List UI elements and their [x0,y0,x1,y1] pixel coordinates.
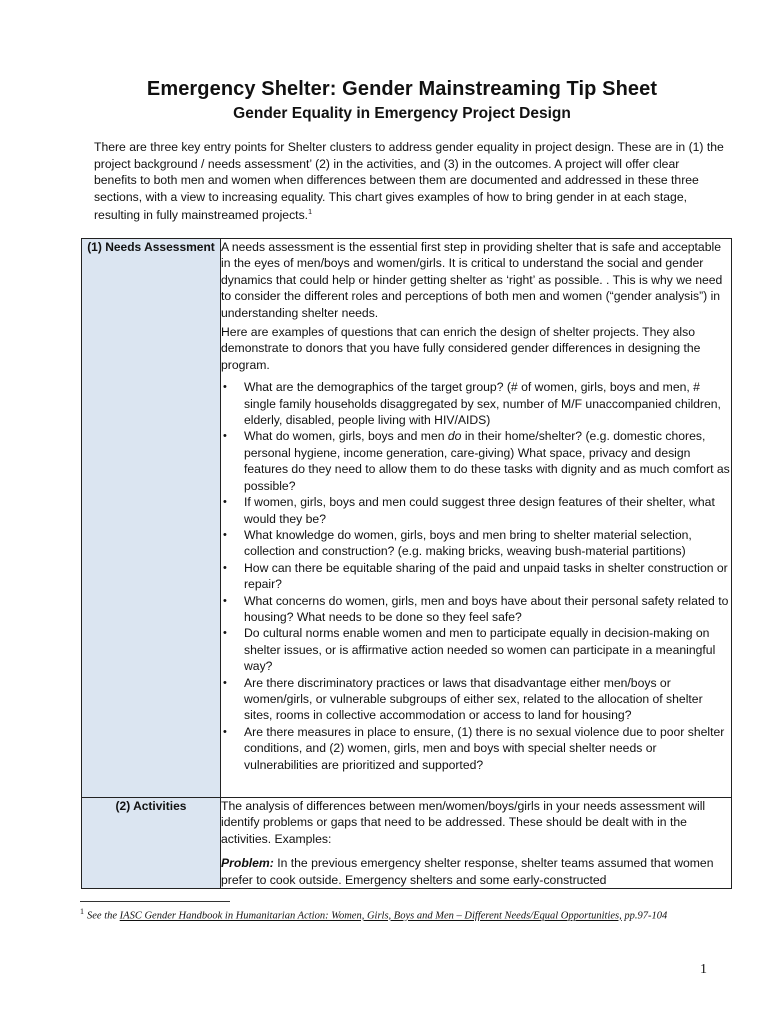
list-item: • What concerns do women, girls, men and boys have about their personal safety related to housing? What needs to be done so they feel safe? [223,593,729,624]
problem-text: In the previous emergency shelter response, shelter teams assumed that women prefer to cook outside. Emergency shelters and some early-constructed [221,856,714,887]
list-item: • What are the demographics of the target group? (# of women, girls, boys and men, # single family households disaggregated by sex, number of M/F unaccompanied children, elderly, disabled, people living with HIV/AIDS) [223,380,721,428]
needs-assessment-label: (1) Needs Assessment [82,239,221,798]
page-subtitle: Gender Equality in Emergency Project Design [233,105,571,122]
footnote [80,905,720,923]
footnote-divider [80,901,230,902]
list-item: • If women, girls, boys and men could suggest three design features of their shelter, what would they be? [223,495,715,526]
list-item: • Are there measures in place to ensure, (1) there is no sexual violence due to poor shelter conditions, and (2) women, girls, men and boys with special shelter needs or vulnerabilities are prioritized and supported? [223,724,725,772]
bullet-icon: • [223,725,227,738]
activities-label: (2) Activities [82,798,221,889]
footnote-reference[interactable]: 1 [308,209,312,216]
bullet-icon: • [223,676,227,689]
page-number: 1 [700,962,707,977]
needs-assessment-paragraph-1: A needs assessment is the essential first step in providing shelter that is safe and acceptable in the eyes of men/boys and women/girls. It is critical to understand the social and gender dynamics that could help or hinder getting shelter as ‘right’ as possible. . This is why we need to consider the different roles and perceptions of both men and women (“gender analysis”) in understanding shelter needs. [221,240,723,320]
list-item: • What knowledge do women, girls, boys and men bring to shelter material selection, collection and construction? (e.g. making bricks, weaving bush-material partitions) [223,527,692,559]
list-item: • Are there discriminatory practices or laws that disadvantage either men/boys or women/girls, or vulnerable subgroups of either sex, related to the allocation of shelter sites, rooms in collective accommodation or access to land for housing? [223,675,703,723]
activities-paragraph: The analysis of differences between men/women/boys/girls in your needs assessment will identify problems or gaps that need to be addressed. These should be dealt with in the activities. Examples: [221,799,706,846]
intro-paragraph [94,139,724,224]
activities-content [221,798,732,889]
table-row [82,239,732,798]
problem-example [221,855,731,888]
list-item: • Do cultural norms enable women and men to participate equally in decision-making on shelter issues, or is affirmative action needed so women can participate in a meaningful way? [223,626,716,674]
tip-sheet-table [81,238,732,889]
bullet-icon: • [223,528,227,541]
bullet-icon: • [223,430,227,443]
intro-text: There are three key entry points for Shelter clusters to address gender equality in project design. These are in (1) the project background / needs assessment’ (2) in the activities, and (3) in the outcomes. A project will offer clear benefits to both men and women when differences between them are documented and addressed in these three sections, with a view to increasing equality. This chart gives examples of how to bring gender in at each stage, resulting in fully mainstreamed projects. [94,140,724,223]
table-row [82,798,732,889]
bullet-icon: • [223,496,227,509]
bullet-icon: • [223,594,227,607]
needs-assessment-content [221,239,732,798]
questions-list [221,379,731,773]
list-item: • How can there be equitable sharing of the paid and unpaid tasks in shelter construction or repair? [223,560,728,592]
page-title: Emergency Shelter: Gender Mainstreaming Tip Sheet [146,78,658,100]
problem-label: Problem: [221,856,274,871]
needs-assessment-paragraph-2: Here are examples of questions that can enrich the design of shelter projects. They also demonstrate to donors that you have fully considered gender differences in designing the program. [221,325,701,372]
footnote-number: 1 [80,907,84,916]
footnote-prefix: See the [87,910,120,922]
bullet-icon: • [223,381,227,394]
footnote-suffix: pp.97-104 [621,910,668,922]
bullet-icon: • [223,627,227,640]
bullet-icon: • [223,561,227,574]
footnote-link[interactable]: IASC Gender Handbook in Humanitarian Action: Women, Girls, Boys and Men – Different Needs/Equal Opportunities, [119,910,622,922]
list-item: • What do women, girls, boys and men do in their home/shelter? (e.g. domestic chores, personal hygiene, income generation, care-giving) What space, privacy and design features do they need to allow them to do these tasks with dignity and as much comfort as possible? [223,429,730,493]
